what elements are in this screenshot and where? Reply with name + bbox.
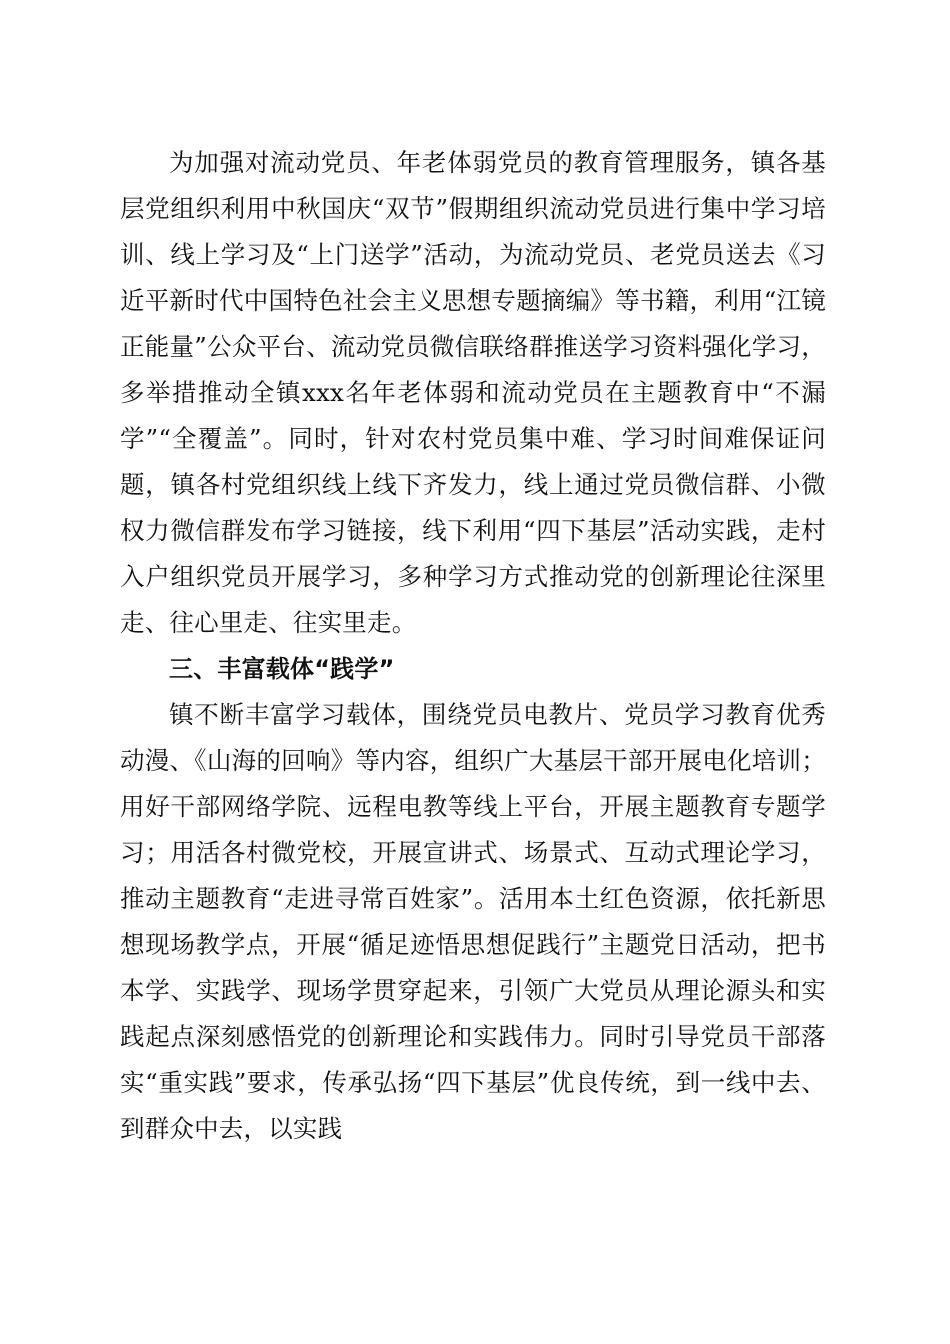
body-paragraph: 为加强对流动党员、年老体弱党员的教育管理服务，镇各基层党组织利用中秋国庆“双节”假期组织流动党员进行集中学习培训、线上学习及“上门送学”活动，为流动党员、老党员送去《习近平新时代中国特色社会主义思想专题摘编》等书籍，利用“江镜正能量”公众平台、流动党员微信联络群推送学习资料强化学习，多举措推动全镇xxx名年老体弱和流动党员在主题教育中“不漏学”“全覆盖”。同时，针对农村党员集中难、学习时间难保证问题，镇各村党组织线上线下齐发力，线上通过党员微信群、小微权力微信群发布学习链接，线下利用“四下基层”活动实践，走村入户组织党员开展学习，多种学习方式推动党的创新理论往深里走、往心里走、往实里走。 — [120, 148, 826, 637]
document-body — [120, 140, 826, 1152]
body-paragraph: 镇不断丰富学习载体，围绕党员电教片、党员学习教育优秀动漫、《山海的回响》等内容，组织广大基层干部开展电化培训；用好干部网络学院、远程电教等线上平台，开展主题教育专题学习；用活各村微党校，开展宣讲式、场景式、互动式理论学习，推动主题教育“走进寻常百姓家”。活用本土红色资源，依托新思想现场教学点，开展“循足迹悟思想促践行”主题党日活动，把书本学、实践学、现场学贯穿起来，引领广大党员从理论源头和实践起点深刻感悟党的创新理论和实践伟力。同时引导党员干部落实“重实践”要求，传承弘扬“四下基层”优良传统，到一线中去、到群众中去，以实践 — [120, 700, 826, 1143]
section-heading: 三、丰富载体“践学” — [169, 655, 395, 683]
